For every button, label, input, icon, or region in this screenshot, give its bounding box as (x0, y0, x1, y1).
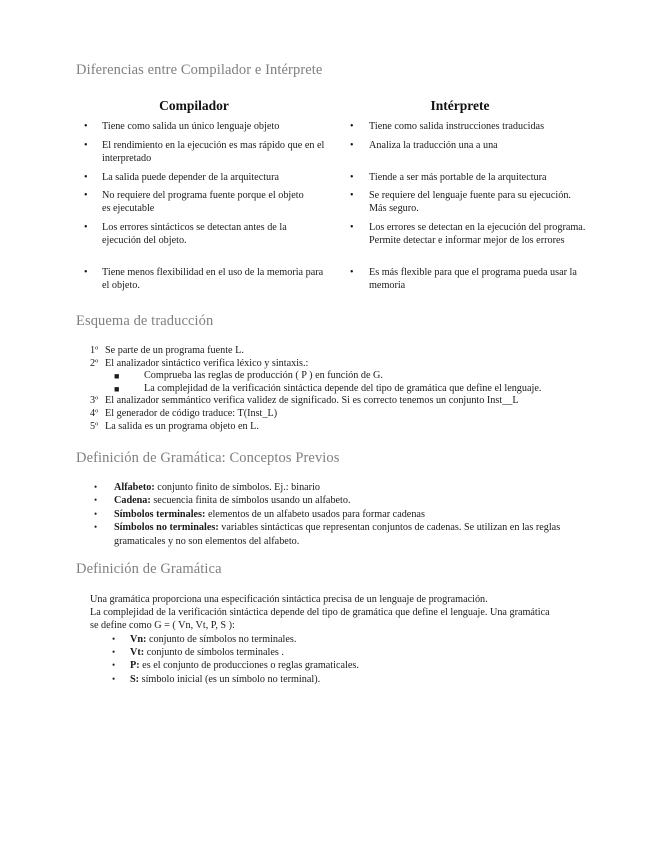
term: Alfabeto: (114, 482, 155, 493)
step-number: 5º (90, 420, 99, 432)
definition: conjunto finito de símbolos. Ej.: binario (154, 482, 320, 493)
section-title-grammar-definition: Definición de Gramática (76, 561, 222, 577)
concepts-list (94, 481, 594, 548)
step-text: La salida es un programa objeto en L. (105, 420, 259, 432)
compiler-point: No requiere del programa fuente porque el objeto es ejecutable (102, 190, 304, 215)
list-item (90, 633, 560, 646)
bullet-icon: • (84, 267, 88, 278)
bullet-icon: • (94, 522, 98, 533)
bullet-icon: • (84, 140, 88, 151)
bullet-icon: ■ (114, 383, 120, 394)
bullet-icon: • (84, 172, 88, 183)
bullet-icon: • (112, 673, 116, 684)
list-item (94, 494, 594, 507)
term: Símbolos terminales: (114, 508, 206, 520)
list-item (90, 673, 560, 686)
step-number: 1º (90, 345, 99, 356)
compiler-point: Tiene como salida un único lenguaje objeto (102, 121, 280, 132)
definition: conjunto de símbolos no terminales. (146, 633, 297, 645)
interpreter-point: Analiza la traducción una a una (369, 140, 498, 151)
term: S: (130, 673, 140, 685)
definition: símbolo inicial (es un símbolo no terminal). (139, 673, 321, 685)
paragraph: Una gramática proporciona una especificación sintáctica precisa de un lenguaje de programación. (90, 594, 488, 605)
list-item (90, 659, 560, 672)
bullet-icon: • (112, 633, 116, 644)
section-title-translation-scheme: Esquema de traducción (76, 313, 214, 329)
bullet-icon: • (350, 190, 354, 201)
compiler-point: Tiene menos flexibilidad en el uso de la memoria para el objeto. (102, 267, 324, 292)
definition: es el conjunto de producciones o reglas gramaticales. (139, 660, 359, 672)
substep-text: Comprueba las reglas de producción ( P ) en función de G. (144, 370, 383, 382)
bullet-icon: • (112, 660, 116, 671)
interpreter-point: Tiene como salida instrucciones traducidas (369, 121, 545, 132)
list-item (90, 358, 610, 371)
substep-text: La complejidad de la verificación sintáctica depende del tipo de gramática que define el lenguaje. (144, 382, 542, 394)
list-item (94, 481, 594, 494)
definition: conjunto de símbolos terminales . (144, 647, 284, 658)
bullet-icon: • (350, 140, 354, 151)
bullet-icon: • (350, 121, 354, 132)
term: Vn: (130, 633, 147, 645)
list-item (90, 345, 610, 358)
list-item (90, 408, 610, 421)
definition: secuencia finita de símbolos usando un alfabeto. (150, 495, 351, 507)
interpreter-point: Se requiere del lenguaje fuente para su ejecución. Más seguro. (369, 190, 571, 215)
bullet-icon: • (350, 267, 354, 278)
term: P: (130, 660, 140, 672)
step-number: 2º (90, 357, 99, 369)
grammar-definition-body (90, 593, 560, 686)
compiler-point: El rendimiento en la ejecución es mas rápido que en el interpretado (102, 140, 325, 165)
list-item (94, 508, 594, 521)
compiler-point: La salida puede depender de la arquitectura (102, 172, 280, 183)
step-text: El analizador semmántico verifica validez de significado. Si es correcto tenemos un conjunto Inst__L (105, 395, 519, 407)
section-title-grammar-concepts: Definición de Gramática: Conceptos Previos (76, 450, 340, 466)
bullet-icon: • (94, 482, 98, 492)
bullet-icon: • (94, 495, 98, 506)
list-item (90, 383, 610, 396)
definition: elementos de un alfabeto usados para formar cadenas (205, 508, 425, 520)
list-item (90, 421, 610, 434)
bullet-icon: • (350, 172, 354, 183)
definition: variables sintácticas que representan conjuntos de cadenas. Se utilizan en las reglas gramaticales y no son elementos del alfabeto. (114, 522, 561, 547)
list-item (94, 521, 594, 548)
bullet-icon: • (84, 121, 88, 132)
interpreter-point: Es más flexible para que el programa pueda usar la memoria (369, 267, 577, 292)
term: Vt: (130, 647, 145, 658)
bullet-icon: • (84, 222, 88, 233)
list-item (90, 395, 610, 408)
interpreter-column-header: Intérprete (430, 98, 490, 113)
bullet-icon: • (94, 508, 98, 519)
section-title-differences: Diferencias entre Compilador e Intérprete (76, 62, 323, 78)
list-item (90, 646, 560, 659)
interpreter-point: Tiende a ser más portable de la arquitectura (369, 172, 547, 183)
step-text: El analizador sintáctico verifica léxico y sintaxis.: (105, 357, 309, 369)
term: Símbolos no terminales: (114, 522, 219, 534)
paragraph: La complejidad de la verificación sintáctica depende del tipo de gramática que define el lenguaje. Una gramática se define como G = ( Vn, Vt, P, S ): (90, 607, 550, 632)
interpreter-point: Los errores se detectan en la ejecución del programa. Permite detectar e informar mejor de los errores (369, 222, 586, 247)
bullet-icon: ■ (114, 371, 120, 382)
list-item (90, 370, 610, 383)
step-number: 4º (90, 407, 99, 419)
step-text: Se parte de un programa fuente L. (105, 345, 244, 356)
compiler-point: Los errores sintácticos se detectan antes de la ejecución del objeto. (102, 222, 287, 247)
step-number: 3º (90, 395, 99, 407)
term: Cadena: (114, 495, 151, 507)
bullet-icon: • (84, 190, 88, 201)
bullet-icon: • (350, 222, 354, 233)
step-text: El generador de código traduce: T(Inst_L) (105, 407, 278, 419)
bullet-icon: • (112, 647, 116, 657)
translation-steps-list (90, 345, 610, 433)
compiler-column-header: Compilador (159, 98, 229, 113)
